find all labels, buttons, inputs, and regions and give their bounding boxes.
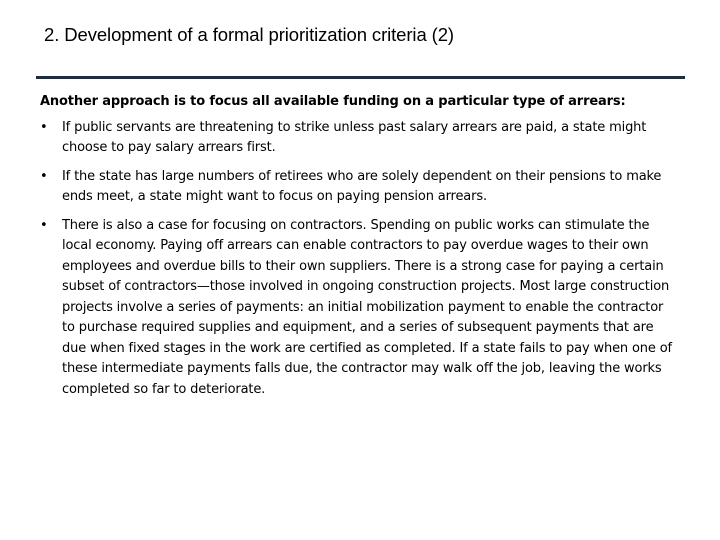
bullet-text: If the state has large numbers of retirees who are solely dependent on their pensions to make ends meet, a state might want to focus on paying pension arrears. xyxy=(62,168,662,204)
bullet-item xyxy=(40,216,676,401)
bullet-item xyxy=(40,167,676,208)
bullet-text: If public servants are threatening to strike unless past salary arrears are paid, a state might choose to pay salary arrears first. xyxy=(62,119,647,155)
bullet-item xyxy=(40,118,676,159)
bullet-marker: • xyxy=(40,217,48,233)
title-divider xyxy=(36,76,685,79)
bullet-marker: • xyxy=(40,119,48,135)
slide-body xyxy=(40,92,676,408)
intro-text: Another approach is to focus all available funding on a particular type of arrears: xyxy=(40,94,626,109)
bullet-list xyxy=(40,118,676,401)
bullet-text: There is also a case for focusing on contractors. Spending on public works can stimulate the local economy. Paying off arrears can enable contractors to pay overdue wages to their own employees and overdue bills to their own suppliers. There is a strong case for paying a certain subset of contractors—those involved in ongoing construction projects. Most large construction projects involve a series of payments: an initial mobilization payment to enable the contractor to purchase required supplies and equipment, and a series of subsequent payments that are due when fixed stages in the work are certified as completed. If a state fails to pay when one of these intermediate payments falls due, the contractor may walk off the job, leaving the works completed so far to deteriorate. xyxy=(62,217,672,397)
slide-title: 2. Development of a formal prioritization criteria (2) xyxy=(44,24,454,45)
bullet-marker: • xyxy=(40,168,48,184)
